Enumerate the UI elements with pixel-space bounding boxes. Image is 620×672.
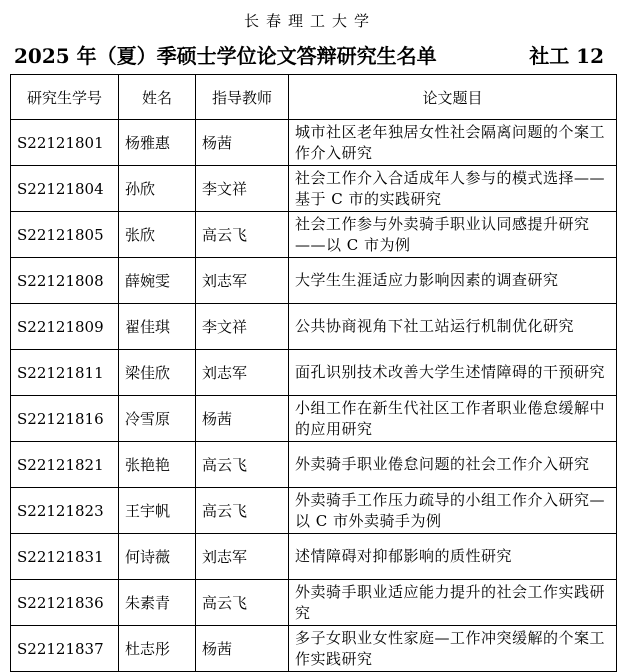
student-name-cell: 何诗薇 [119, 534, 196, 580]
student-id-cell: S22121808 [11, 258, 119, 304]
column-header-name: 姓名 [119, 75, 196, 120]
thesis-title-cell: 社会工作参与外卖骑手职业认同感提升研究——以 C 市为例 [289, 212, 617, 258]
document-title-row [14, 40, 604, 68]
table-row [11, 442, 617, 488]
class-label: 社工 12 [529, 44, 604, 68]
table-body [11, 120, 617, 672]
table-header-row [11, 75, 617, 120]
student-name-cell: 翟佳琪 [119, 304, 196, 350]
student-id-cell: S22121823 [11, 488, 119, 534]
student-id-cell: S22121804 [11, 166, 119, 212]
column-header-advisor: 指导教师 [196, 75, 289, 120]
table-row [11, 396, 617, 442]
thesis-title-cell: 外卖骑手工作压力疏导的小组工作介入研究—以 C 市外卖骑手为例 [289, 488, 617, 534]
advisor-cell: 高云飞 [196, 488, 289, 534]
defense-roster-table [10, 74, 617, 672]
thesis-title-cell: 面孔识别技术改善大学生述情障碍的干预研究 [289, 350, 617, 396]
column-header-thesis-title: 论文题目 [289, 75, 617, 120]
advisor-cell: 高云飞 [196, 212, 289, 258]
thesis-title-cell: 大学生生涯适应力影响因素的调查研究 [289, 258, 617, 304]
student-name-cell: 孙欣 [119, 166, 196, 212]
column-header-student-id: 研究生学号 [11, 75, 119, 120]
document-title: 2025 年（夏）季硕士学位论文答辩研究生名单 [14, 44, 437, 68]
student-id-cell: S22121801 [11, 120, 119, 166]
student-name-cell: 薛婉雯 [119, 258, 196, 304]
advisor-cell: 杨茜 [196, 626, 289, 672]
table-row [11, 212, 617, 258]
table-row [11, 166, 617, 212]
table-row [11, 534, 617, 580]
advisor-cell: 高云飞 [196, 442, 289, 488]
thesis-title-cell: 述情障碍对抑郁影响的质性研究 [289, 534, 617, 580]
advisor-cell: 李文祥 [196, 304, 289, 350]
table-row [11, 258, 617, 304]
student-id-cell: S22121811 [11, 350, 119, 396]
thesis-title-cell: 外卖骑手职业适应能力提升的社会工作实践研究 [289, 580, 617, 626]
student-id-cell: S22121831 [11, 534, 119, 580]
thesis-title-cell: 城市社区老年独居女性社会隔离问题的个案工作介入研究 [289, 120, 617, 166]
advisor-cell: 高云飞 [196, 580, 289, 626]
student-id-cell: S22121836 [11, 580, 119, 626]
student-id-cell: S22121816 [11, 396, 119, 442]
advisor-cell: 刘志军 [196, 258, 289, 304]
table-row [11, 626, 617, 672]
student-name-cell: 杨雅惠 [119, 120, 196, 166]
table-row [11, 488, 617, 534]
thesis-title-cell: 公共协商视角下社工站运行机制优化研究 [289, 304, 617, 350]
thesis-title-cell: 外卖骑手职业倦怠问题的社会工作介入研究 [289, 442, 617, 488]
thesis-title-cell: 多子女职业女性家庭—工作冲突缓解的个案工作实践研究 [289, 626, 617, 672]
advisor-cell: 李文祥 [196, 166, 289, 212]
student-id-cell: S22121821 [11, 442, 119, 488]
student-name-cell: 张欣 [119, 212, 196, 258]
student-name-cell: 张艳艳 [119, 442, 196, 488]
university-name: 长春理工大学 [243, 12, 376, 30]
table-row [11, 580, 617, 626]
thesis-title-cell: 社会工作介入合适成年人参与的模式选择——基于 C 市的实践研究 [289, 166, 617, 212]
student-id-cell: S22121805 [11, 212, 119, 258]
student-name-cell: 朱素青 [119, 580, 196, 626]
table-row [11, 304, 617, 350]
advisor-cell: 刘志军 [196, 350, 289, 396]
student-id-cell: S22121809 [11, 304, 119, 350]
student-name-cell: 杜志彤 [119, 626, 196, 672]
student-name-cell: 冷雪原 [119, 396, 196, 442]
student-name-cell: 王宇帆 [119, 488, 196, 534]
table-row [11, 120, 617, 166]
advisor-cell: 杨茜 [196, 396, 289, 442]
thesis-title-cell: 小组工作在新生代社区工作者职业倦怠缓解中的应用研究 [289, 396, 617, 442]
advisor-cell: 杨茜 [196, 120, 289, 166]
table-row [11, 350, 617, 396]
student-name-cell: 梁佳欣 [119, 350, 196, 396]
student-id-cell: S22121837 [11, 626, 119, 672]
advisor-cell: 刘志军 [196, 534, 289, 580]
